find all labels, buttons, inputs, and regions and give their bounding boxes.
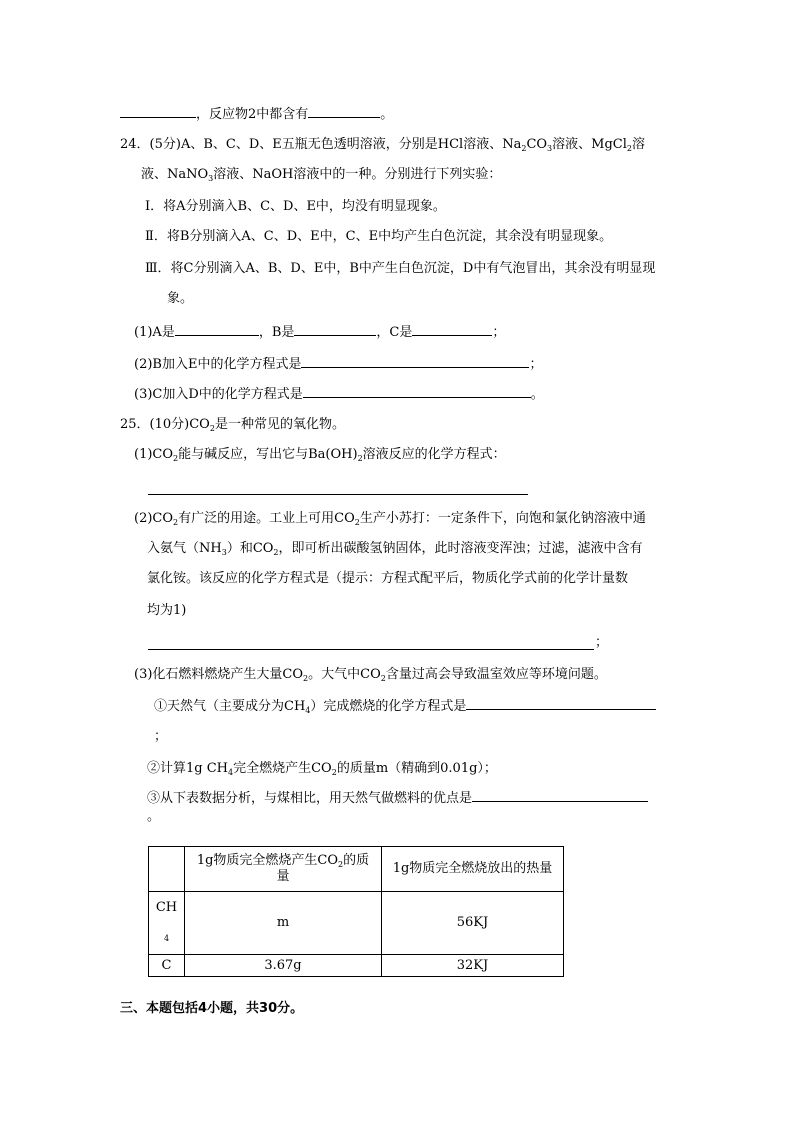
table-cell: 56KJ <box>382 892 564 955</box>
table-cell: 32KJ <box>382 955 564 977</box>
q25-sub3: ③从下表数据分析，与煤相比，用天然气做燃料的优点是 <box>147 788 648 808</box>
answer-blank[interactable] <box>466 696 656 710</box>
table-cell: m <box>185 892 382 955</box>
q25-stem: 25．(10分)$CO_2$是一种常见的氧化物。 <box>120 417 345 433</box>
q25-part2-line2: 入氨气$(NH_3)$和$CO_2$，即可析出碳酸氢钠固体，此时溶液变浑浊；过滤，滤液中含有 <box>147 541 643 557</box>
answer-blank[interactable] <box>308 104 380 118</box>
answer-line[interactable] <box>148 494 528 495</box>
q23-tail-line: ，反应物2中都含有 。 <box>120 104 393 124</box>
section-heading: 三、本题包括4小题，共30分。 <box>120 1001 304 1016</box>
q25-part2-line4: 均为1) <box>147 603 187 618</box>
q24-experiment-2: Ⅱ．将B分别滴入A、C、D、E中，C、E中均产生白色沉淀，其余没有明显现象。 <box>145 229 613 244</box>
answer-blank[interactable] <box>472 788 648 802</box>
answer-blank[interactable] <box>303 384 531 398</box>
q25-part2-line3: 氯化铵。该反应的化学方程式是（提示：方程式配平后，物质化学式前的化学计量数 <box>147 571 629 586</box>
answer-blank-b[interactable] <box>294 322 376 336</box>
table-header-row <box>149 847 564 892</box>
table-cell: 3.67g <box>185 955 382 977</box>
table-cell-name: CH 4 <box>149 892 185 955</box>
answer-blank[interactable] <box>301 354 529 368</box>
q24-part3: (3)C加入D中的化学方程式是 。 <box>134 384 544 404</box>
answer-line[interactable] <box>148 649 594 650</box>
answer-blank-c[interactable] <box>412 322 492 336</box>
answer-blank-a[interactable] <box>175 322 259 336</box>
table-header-co2: 1g物质完全燃烧产生$CO_2$的质 量 <box>185 847 382 892</box>
q25-part2-end: ； <box>595 635 609 650</box>
q24-experiment-3: Ⅲ．将C分别滴入A、B、D、E中，B中产生白色沉淀，D中有气泡冒出，其余没有明显现 <box>145 261 656 276</box>
q25-sub1-end: ； <box>154 729 168 744</box>
table-header-heat: 1g物质完全燃烧放出的热量 <box>382 847 564 892</box>
q24-part1: (1)A是 ，B是 ，C是 ； <box>134 322 505 342</box>
q24-experiment-3-cont: 象。 <box>167 291 194 306</box>
table-row <box>149 955 564 977</box>
q25-sub2: ②计算1g $CH_4$完全燃烧产生$CO_2$的质量m（精确到0.01g）； <box>147 761 497 777</box>
q25-part2-line1: $(2)CO_2$有广泛的用途。工业上可用$CO_2$生产小苏打：一定条件下，向饱和氯化钠溶液中通 <box>134 511 646 527</box>
data-table <box>148 846 564 977</box>
table-row <box>149 892 564 955</box>
q24-experiment-1: Ⅰ．将A分别滴入B、C、D、E中，均没有明显现象。 <box>145 199 446 214</box>
table-cell-blank <box>149 847 185 892</box>
answer-blank[interactable] <box>120 104 196 118</box>
q25-sub3-end: 。 <box>147 809 161 824</box>
q24-stem-line1: 24．(5分)A、B、C、D、E五瓶无色透明溶液，分别是HCl溶液、$Na_2CO_3$溶液、MgCl$_2$溶 <box>120 137 645 153</box>
q25-sub1: ①天然气（主要成分为$CH_4$）完成燃烧的化学方程式是 <box>154 696 656 716</box>
q24-part2: (2)B加入E中的化学方程式是 ； <box>134 354 542 374</box>
q25-part1: $(1)CO_2$能与碱反应，写出它与$Ba(OH)_2$溶液反应的化学方程式： <box>134 447 506 463</box>
q24-stem-line2: 液、NaNO$_3$溶液、NaOH溶液中的一种。分别进行下列实验： <box>141 167 502 183</box>
table-cell-name: C <box>149 955 185 977</box>
q25-part3: (3)化石燃料燃烧产生大量$CO_2$。大气中$CO_2$含量过高会导致温室效应等环境问题。 <box>134 667 607 683</box>
